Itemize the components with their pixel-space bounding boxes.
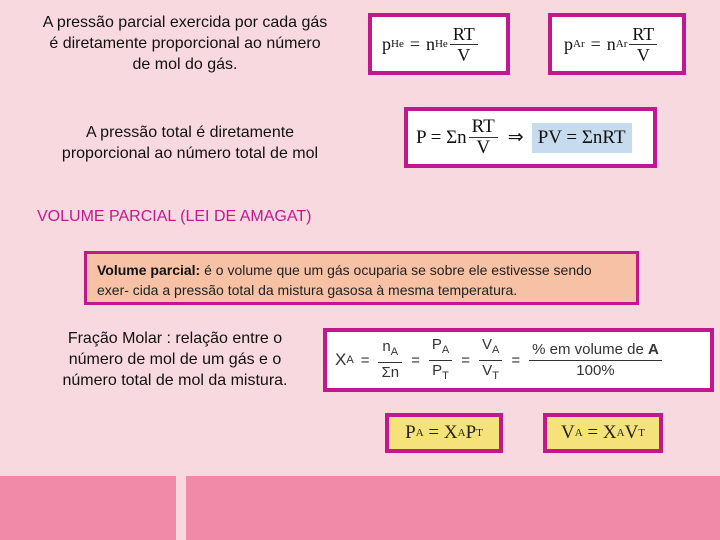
text-line: de mol do gás. <box>132 56 238 73</box>
eq-equals: = <box>360 351 370 369</box>
eq-equals: = <box>423 422 444 443</box>
fraction <box>629 24 657 65</box>
fraction-percent <box>529 340 662 381</box>
denominator: V <box>457 44 471 65</box>
text-line: número de mol de um gás e o <box>68 351 282 368</box>
eq-symbol: n <box>425 33 435 54</box>
eq-sub: A <box>441 343 450 356</box>
eq-sub: T <box>492 369 500 382</box>
fraction-p <box>429 335 452 386</box>
equation-he <box>368 13 510 75</box>
text-line: A pressão total é diretamente <box>85 124 295 141</box>
eq-sub: A <box>457 427 466 439</box>
eq-symbol: P <box>465 422 477 443</box>
eq-symbol: p <box>564 33 573 54</box>
eq-equals: = <box>409 33 420 54</box>
eq-sub: A <box>415 427 424 439</box>
eq-sub: T <box>638 427 646 439</box>
total-pressure-text <box>30 122 350 164</box>
eq-equals: = <box>582 422 603 443</box>
eq-sub: A <box>390 346 399 358</box>
fraction <box>469 117 498 158</box>
fraction-v <box>479 335 502 386</box>
eq-sub: A <box>574 427 583 439</box>
text-line: proporcional ao número total de mol <box>61 145 319 162</box>
footer-bar-left <box>0 476 176 540</box>
eq-equals: = <box>511 351 521 369</box>
equation-ar <box>548 13 686 75</box>
eq-equals: = <box>461 351 470 369</box>
eq-sub: A <box>616 427 625 439</box>
molar-fraction-text <box>20 328 330 391</box>
equation-molar-fraction <box>323 328 714 392</box>
eq-result: PV = ΣnRT <box>532 123 632 153</box>
eq-sub: T <box>476 427 483 439</box>
numerator: RT <box>450 24 478 45</box>
denominator: V <box>482 361 493 379</box>
eq-sub: A <box>346 354 354 366</box>
numerator-bold: A <box>647 340 659 358</box>
text-line: A pressão parcial exercida por cada gás <box>42 14 328 31</box>
eq-symbol: X <box>335 350 347 369</box>
eq-symbol: V <box>624 422 639 443</box>
eq-symbol: n <box>606 33 616 54</box>
numerator: RT <box>469 117 498 138</box>
eq-symbol: X <box>602 422 617 443</box>
numerator: % em volume de <box>532 340 648 358</box>
numerator: V <box>481 335 492 353</box>
equation-pa <box>385 413 503 453</box>
denominator: 100% <box>576 361 615 379</box>
eq-symbol: V <box>560 422 575 443</box>
text-line: Fração Molar : relação entre o <box>67 330 283 347</box>
eq-symbol: X <box>443 422 458 443</box>
eq-sub: Ar <box>573 38 585 50</box>
partial-volume-definition <box>84 251 639 305</box>
eq-equals: = <box>590 33 601 54</box>
numerator: RT <box>629 24 657 45</box>
equation-total-pressure <box>404 107 657 168</box>
footer-bar-right <box>186 476 720 540</box>
partial-pressure-text <box>20 12 350 75</box>
definition-term: Volume parcial: <box>97 262 201 278</box>
denominator: P <box>432 361 443 379</box>
eq-sub: T <box>442 369 449 382</box>
denominator: V <box>636 44 650 65</box>
denominator: Σn <box>381 364 400 381</box>
eq-equals: = <box>411 351 420 369</box>
section-heading: VOLUME PARCIAL (LEI DE AMAGAT) <box>37 208 312 225</box>
eq-lhs: P = Σn <box>416 126 467 148</box>
fraction <box>450 24 478 65</box>
equation-va <box>543 413 663 453</box>
eq-symbol: p <box>382 33 391 54</box>
numerator: P <box>431 335 442 353</box>
eq-sub: Ar <box>615 38 628 50</box>
text-line: é diretamente proporcional ao número <box>49 35 321 52</box>
implies-symbol: ⇒ <box>507 127 524 148</box>
fraction-n <box>378 337 402 383</box>
definition-text: é o volume que um gás ocuparia se sobre ele estivesse sendo exer- cida a pressão total da mistura gasosa à mesma temperatura. <box>97 262 592 298</box>
eq-sub: He <box>391 38 404 50</box>
denominator: V <box>476 137 491 158</box>
numerator: n <box>382 338 391 355</box>
eq-sub: A <box>491 343 500 356</box>
eq-sub: He <box>434 38 448 50</box>
text-line: número total de mol da mistura. <box>62 372 288 389</box>
eq-symbol: P <box>405 422 416 443</box>
